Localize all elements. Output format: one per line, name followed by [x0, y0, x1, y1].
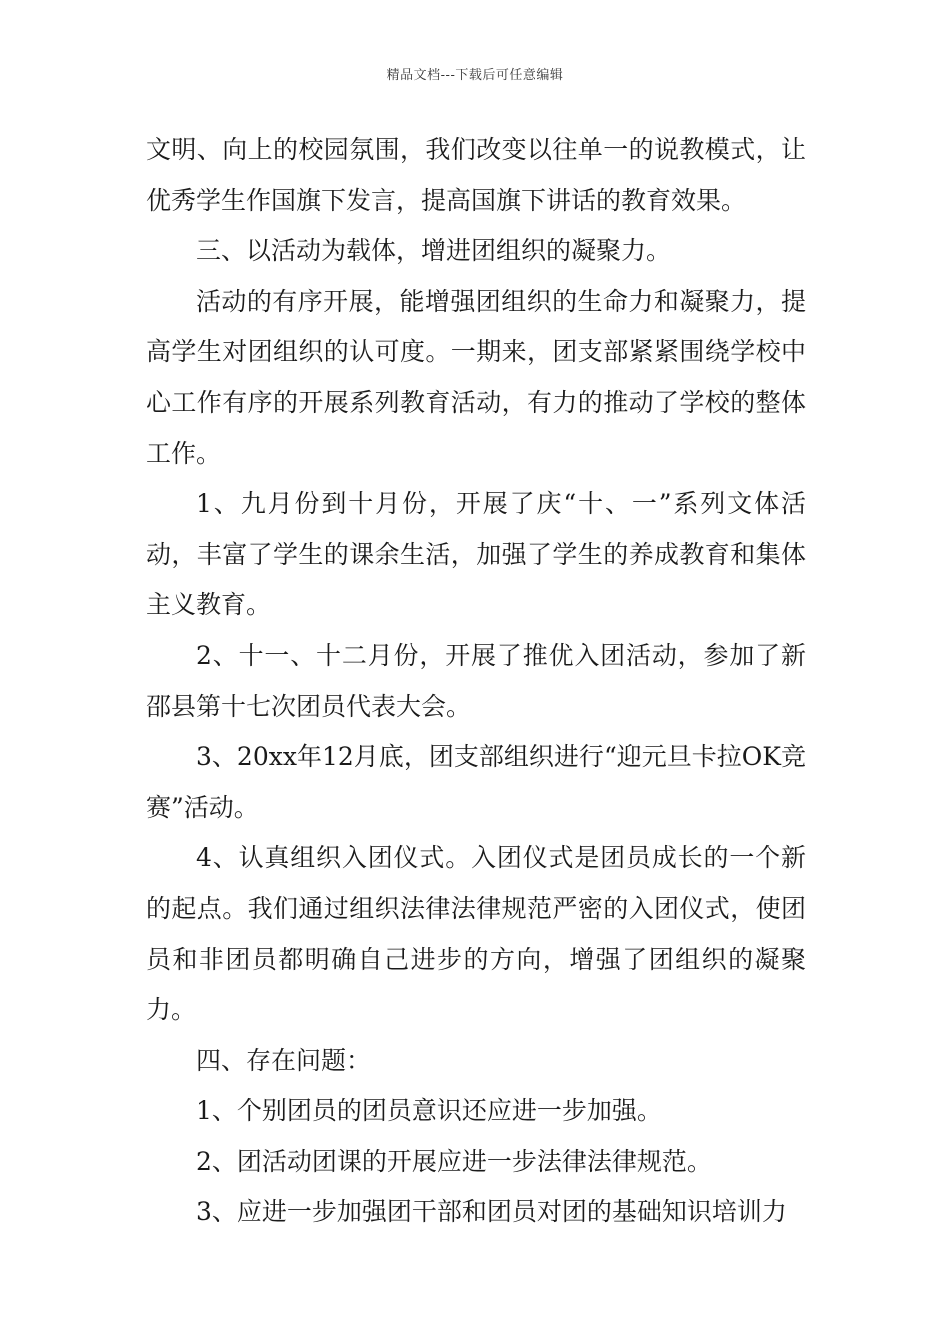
- list-item: 2、十一、十二月份，开展了推优入团活动，参加了新邵县第十七次团员代表大会。: [146, 640, 806, 721]
- document-body: [146, 125, 806, 1238]
- paragraph: 文明、向上的校园氛围，我们改变以往单一的说教模式，让优秀学生作国旗下发言，提高国旗下讲话的教育效果。: [146, 135, 806, 215]
- paragraph: 活动的有序开展，能增强团组织的生命力和凝聚力，提高学生对团组织的认可度。一期来，团支部紧紧围绕学校中心工作有序的开展系列教育活动，有力的推动了学校的整体工作。: [146, 286, 806, 468]
- list-item: 1、九月份到十月份，开展了庆“十、一”系列文体活动，丰富了学生的课余生活，加强了学生的养成教育和集体主义教育。: [146, 489, 806, 620]
- page-header: 精品文档---下载后可任意编辑: [386, 68, 564, 83]
- list-item: 1、个别团员的团员意识还应进一步加强。: [196, 1096, 662, 1126]
- list-item: 3、应进一步加强团干部和团员对团的基础知识培训力: [196, 1197, 787, 1227]
- list-item: 2、团活动团课的开展应进一步法律法律规范。: [196, 1146, 712, 1176]
- section-heading: 三、以活动为载体，增进团组织的凝聚力。: [196, 236, 672, 266]
- section-heading: 四、存在问题：: [196, 1045, 372, 1075]
- list-item: 3、20xx年12月底，团支部组织进行“迎元旦卡拉OK竞赛”活动。: [146, 742, 806, 822]
- list-item: 4、认真组织入团仪式。入团仪式是团员成长的一个新的起点。我们通过组织法律法律规范严密的入团仪式，使团员和非团员都明确自己进步的方向，增强了团组织的凝聚力。: [146, 843, 806, 1025]
